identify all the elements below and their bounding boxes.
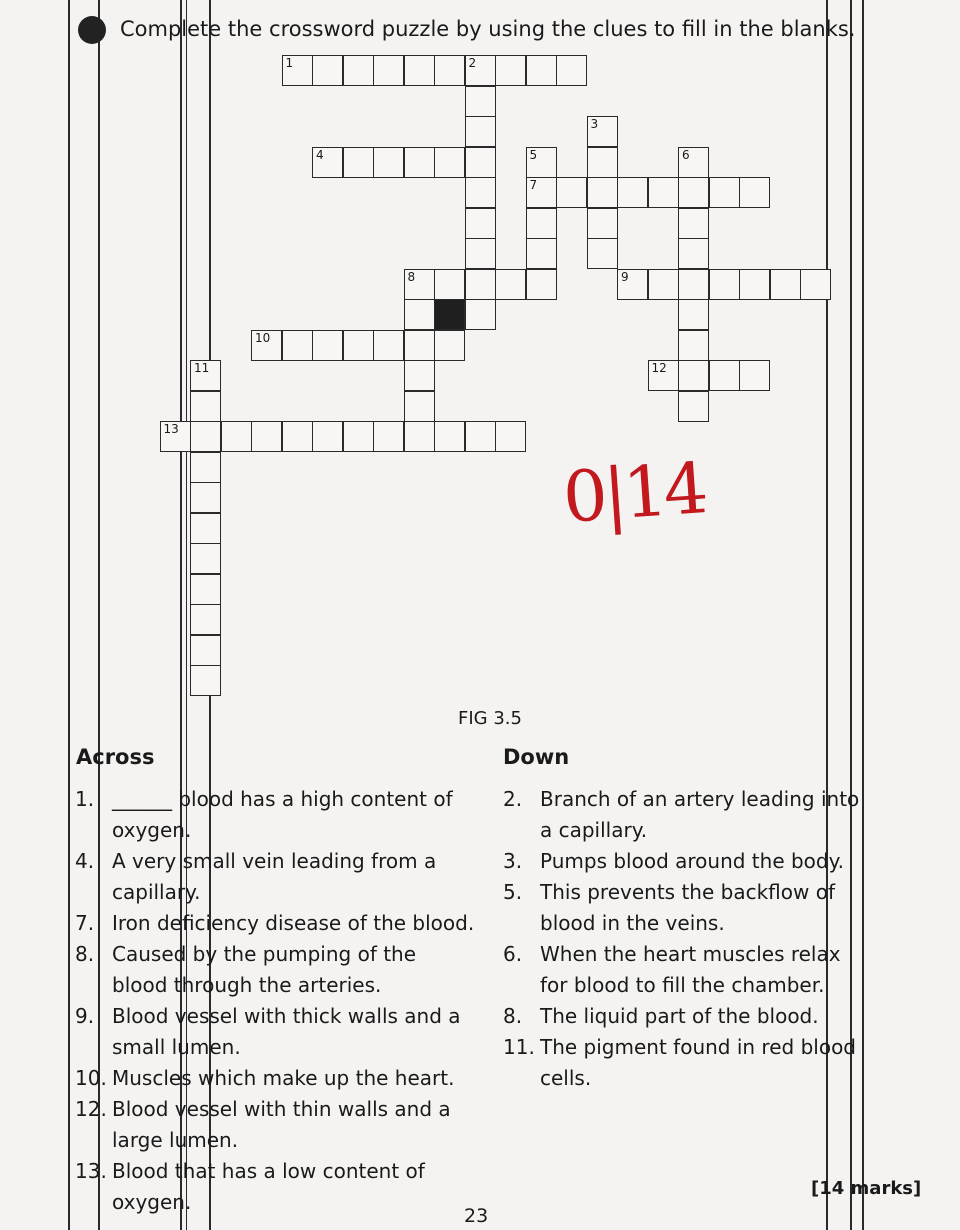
crossword-cell[interactable] [739,360,770,391]
crossword-cell[interactable] [434,330,465,361]
crossword-cell[interactable] [587,116,618,147]
teacher-score-mark: 0|14 [560,447,707,539]
crossword-cell[interactable] [495,55,526,86]
crossword-cell[interactable] [404,55,435,86]
crossword-shaded-cell [434,299,465,330]
clue-number: 1. [75,787,95,811]
clue-text: When the heart muscles relax for blood to fill the chamber. [540,942,841,997]
clue-number-label: 3 [590,117,599,131]
crossword-cell[interactable] [526,147,557,178]
crossword-cell[interactable] [678,147,709,178]
across-clue [75,1156,475,1218]
crossword-cell[interactable] [648,269,679,300]
crossword-cell[interactable] [556,177,587,208]
crossword-cell[interactable] [251,330,282,361]
crossword-cell[interactable] [251,421,282,452]
crossword-cell[interactable] [465,116,496,147]
scan-line [68,0,70,1230]
crossword-cell[interactable] [190,482,221,513]
clue-number: 10. [75,1066,107,1090]
crossword-cell[interactable] [160,421,191,452]
across-heading: Across [76,745,155,769]
clue-number: 4. [75,849,95,873]
across-clue [75,846,475,908]
crossword-cell[interactable] [404,269,435,300]
question-instruction: Complete the crossword puzzle by using the clues to fill in the blanks. [120,17,856,41]
crossword-cell[interactable] [678,177,709,208]
clue-number-label: 13 [163,422,179,436]
down-clue [503,939,868,1001]
crossword-cell[interactable] [465,299,496,330]
clue-number: 6. [503,942,523,966]
clue-number-label: 6 [682,147,690,162]
crossword-cell[interactable] [495,421,526,452]
total-marks: [14 marks] [811,1178,922,1199]
crossword-cell[interactable] [404,360,435,391]
across-clue [75,1001,475,1063]
crossword-cell[interactable] [495,269,526,300]
crossword-cell[interactable] [373,147,404,178]
crossword-cell[interactable] [221,421,252,452]
clue-number: 8. [75,942,95,966]
across-clue [75,908,475,939]
crossword-cell[interactable] [312,147,343,178]
crossword-cell[interactable] [648,177,679,208]
clue-number-label: 2 [468,56,477,70]
across-clue [75,1094,475,1156]
figure-label: FIG 3.5 [458,708,522,729]
clue-number: 5. [503,880,523,904]
crossword-cell[interactable] [190,360,221,391]
crossword-cell[interactable] [190,421,221,452]
page-number: 23 [464,1205,489,1227]
crossword-cell[interactable] [190,543,221,574]
crossword-cell[interactable] [526,55,557,86]
clue-text: Muscles which make up the heart. [112,1066,455,1090]
crossword-cell[interactable] [526,269,557,300]
crossword-cell[interactable] [282,55,313,86]
crossword-cell[interactable] [587,238,618,269]
crossword-cell[interactable] [465,147,496,178]
clue-number: 12. [75,1097,107,1121]
clue-number-label: 1 [285,56,294,70]
across-clue [75,939,475,1001]
crossword-cell[interactable] [434,55,465,86]
crossword-cell[interactable] [343,147,374,178]
crossword-cell[interactable] [190,513,221,544]
clue-text: Caused by the pumping of the blood through the arteries. [112,942,417,997]
clue-number: 7. [75,911,95,935]
crossword-cell[interactable] [465,269,496,300]
crossword-cell[interactable] [404,330,435,361]
across-clue [75,784,475,846]
crossword-cell[interactable] [404,391,435,422]
crossword-cell[interactable] [678,208,709,239]
crossword-cell[interactable] [190,635,221,666]
question-number-badge [78,16,106,44]
crossword-cell[interactable] [404,147,435,178]
clue-number: 3. [503,849,523,873]
crossword-cell[interactable] [434,269,465,300]
clue-text: This prevents the backflow of blood in the veins. [540,880,835,935]
crossword-cell[interactable] [678,238,709,269]
crossword-cell[interactable] [465,238,496,269]
crossword-cell[interactable] [617,269,648,300]
clue-number-label: 9 [621,269,629,284]
clue-number: 11. [503,1035,535,1059]
crossword-cell[interactable] [709,360,740,391]
crossword-cell[interactable] [465,208,496,239]
down-clue [503,877,868,939]
clue-number: 2. [503,787,523,811]
down-clue [503,784,868,846]
crossword-cell[interactable] [465,55,496,86]
crossword-cell[interactable] [587,177,618,208]
crossword-cell[interactable] [343,421,374,452]
crossword-cell[interactable] [434,147,465,178]
down-heading: Down [503,745,570,769]
crossword-cell[interactable] [282,421,313,452]
crossword-cell[interactable] [343,55,374,86]
crossword-cell[interactable] [526,177,557,208]
crossword-cell[interactable] [404,299,435,330]
crossword-cell[interactable] [312,421,343,452]
clue-text: Blood vessel with thick walls and a small lumen. [112,1004,461,1059]
crossword-cell[interactable] [678,299,709,330]
crossword-cell[interactable] [190,452,221,483]
clue-number-label: 7 [529,178,538,192]
crossword-cell[interactable] [434,421,465,452]
down-clue [503,1032,868,1094]
clue-number-label: 8 [407,269,416,284]
crossword-cell[interactable] [526,208,557,239]
clue-number: 13. [75,1159,107,1183]
crossword-cell[interactable] [587,147,618,178]
crossword-cell[interactable] [190,574,221,605]
crossword-cell[interactable] [770,269,801,300]
crossword-cell[interactable] [526,238,557,269]
clue-text: Blood vessel with thin walls and a large lumen. [112,1097,451,1152]
clue-text: Blood that has a low content of oxygen. [112,1159,425,1214]
clue-text: Pumps blood around the body. [540,849,844,873]
crossword-cell[interactable] [312,330,343,361]
crossword-cell[interactable] [190,665,221,696]
crossword-cell[interactable] [343,330,374,361]
down-clue [503,1001,868,1032]
crossword-cell[interactable] [556,55,587,86]
clue-number-label: 4 [316,147,324,162]
crossword-cell[interactable] [678,360,709,391]
clue-text: ______ blood has a high content of oxygen. [112,787,453,842]
clue-text: The pigment found in red blood cells. [540,1035,856,1090]
crossword-cell[interactable] [282,330,313,361]
clue-number-label: 5 [529,147,538,162]
clue-number-label: 10 [255,330,271,345]
crossword-cell[interactable] [739,269,770,300]
crossword-cell[interactable] [678,330,709,361]
crossword-cell[interactable] [709,269,740,300]
crossword-cell[interactable] [800,269,831,300]
crossword-cell[interactable] [190,391,221,422]
clue-number: 8. [503,1004,523,1028]
across-clue [75,1063,475,1094]
crossword-cell[interactable] [465,421,496,452]
crossword-cell[interactable] [678,269,709,300]
crossword-cell[interactable] [709,177,740,208]
clue-text: Iron deficiency disease of the blood. [112,911,475,935]
clue-number: 9. [75,1004,95,1028]
clue-text: A very small vein leading from a capillary. [112,849,437,904]
crossword-cell[interactable] [617,177,648,208]
crossword-cell[interactable] [678,391,709,422]
clue-number-label: 11 [194,361,210,375]
clue-text: The liquid part of the blood. [540,1004,819,1028]
clue-number-label: 12 [651,361,667,375]
crossword-cell[interactable] [648,360,679,391]
crossword-cell[interactable] [373,330,404,361]
crossword-cell[interactable] [465,177,496,208]
crossword-cell[interactable] [190,604,221,635]
crossword-cell[interactable] [373,55,404,86]
crossword-cell[interactable] [587,208,618,239]
crossword-cell[interactable] [404,421,435,452]
crossword-cell[interactable] [312,55,343,86]
crossword-cell[interactable] [373,421,404,452]
down-clue [503,846,868,877]
crossword-cell[interactable] [739,177,770,208]
clue-text: Branch of an artery leading into a capillary. [540,787,860,842]
crossword-cell[interactable] [465,86,496,117]
